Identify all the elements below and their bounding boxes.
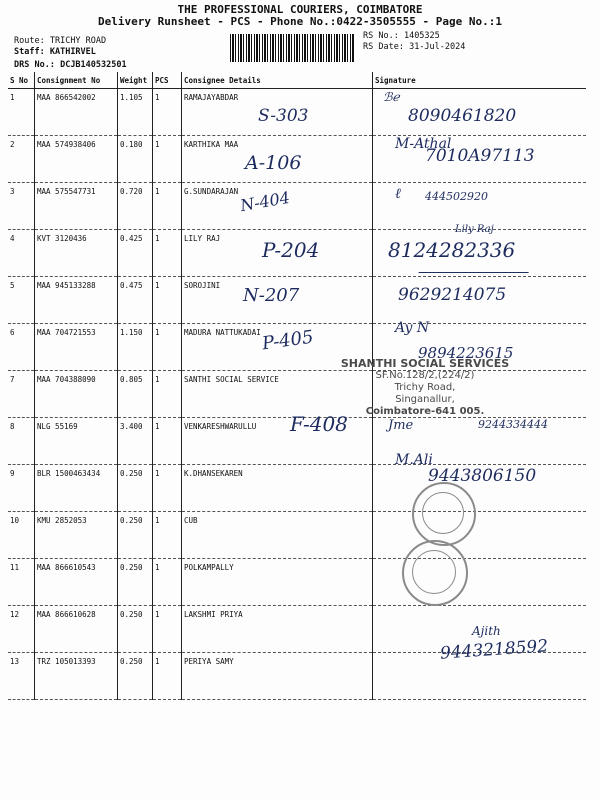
weight-cell: 0.250 [118,606,153,653]
rs-date-value: 31-Jul-2024 [409,42,466,52]
handwritten-phone-9: 9443806150 [428,466,537,486]
stamp-line1: SF.No.128/2,(224/2) [375,370,475,381]
table-row [8,512,586,559]
runsheet-subtitle: Delivery Runsheet - PCS - Phone No.:0422-3505555 - Page No.:1 [98,15,502,28]
handwritten-flat-3: N-404 [238,187,292,216]
consignee-cell: MADURA NATTUKADAI [182,324,373,371]
consignee-cell: LAKSHMI PRIYA [182,606,373,653]
staff-value: KATHIRVEL [49,47,96,57]
round-seal-10-inner [422,492,464,534]
pcs-cell: 1 [153,89,182,136]
consignment-cell: MAA 575547731 [35,183,118,230]
pcs-cell: 1 [153,230,182,277]
pcs-cell: 1 [153,418,182,465]
stamp-name: SHANTHI SOCIAL SERVICES [340,357,510,370]
col-signature: Signature [373,72,587,89]
col-pcs: PCS [153,72,182,89]
consignee-cell: POLKAMPALLY [182,559,373,606]
consignment-cell: KMU 2852053 [35,512,118,559]
stamp-line4: Coimbatore-641 005. [365,406,485,417]
consignee-cell: SOROJINI [182,277,373,324]
handwritten-sign-8: Jme [388,418,414,433]
weight-cell: 0.250 [118,512,153,559]
handwritten-sign-6: Ay N [395,320,430,336]
sno-cell: 2 [8,136,35,183]
pcs-cell: 1 [153,512,182,559]
staff-line: Staff: KATHIRVEL [14,47,96,57]
stamp-line2: Trichy Road, [394,382,456,393]
sno-cell: 4 [8,230,35,277]
handwritten-phone-1: 8090461820 [408,106,517,126]
weight-cell: 0.425 [118,230,153,277]
sno-cell: 6 [8,324,35,371]
consignment-cell: MAA 704721553 [35,324,118,371]
pcs-cell: 1 [153,371,182,418]
handwritten-flat-1: S-303 [258,106,309,126]
shanthi-stamp [340,358,510,418]
consignment-cell: KVT 3120436 [35,230,118,277]
pcs-cell: 1 [153,183,182,230]
consignee-cell: G.SUNDARAJAN [182,183,373,230]
consignment-cell: TRZ 105013393 [35,653,118,700]
company-title: THE PROFESSIONAL COURIERS, COIMBATORE [177,3,423,16]
handwritten-flat-6: P-405 [260,326,315,355]
sno-cell: 7 [8,371,35,418]
pcs-cell: 1 [153,324,182,371]
weight-cell: 1.105 [118,89,153,136]
handwritten-sign-1: ℬℯ [383,90,400,104]
weight-cell: 1.150 [118,324,153,371]
consignee-cell: KARTHIKA MAA [182,136,373,183]
consignment-cell: NLG 55169 [35,418,118,465]
handwritten-phone-2: 7010A97113 [425,146,535,166]
weight-cell: 0.720 [118,183,153,230]
weight-cell: 0.180 [118,136,153,183]
signature-cell [373,512,587,559]
consignment-cell: MAA 704388090 [35,371,118,418]
handwritten-flat-4: P-204 [262,238,320,262]
handwritten-phone-4: 8124282336 [388,238,516,262]
consignment-cell: MAA 866610543 [35,559,118,606]
consignee-cell: SANTHI SOCIAL SERVICE [182,371,373,418]
consignment-cell: MAA 866610628 [35,606,118,653]
handwritten-sign-4: Lily Raj [455,224,494,235]
pcs-cell: 1 [153,606,182,653]
rs-no-line: RS No.: 1405325 [363,31,440,41]
consignment-cell: BLR 1500463434 [35,465,118,512]
handwritten-flat-5: N-207 [243,285,300,306]
weight-cell: 0.250 [118,465,153,512]
route-value: TRICHY ROAD [49,36,107,46]
stamp-line3: Singanallur, [395,394,455,405]
handwritten-sign-13: Ajith [472,624,501,638]
handwritten-sign-5 [418,266,531,273]
sno-cell: 1 [8,89,35,136]
barcode [230,34,355,62]
sno-cell: 8 [8,418,35,465]
consignee-cell: RAMAJAYABDAR [182,89,373,136]
pcs-cell: 1 [153,559,182,606]
pcs-cell: 1 [153,277,182,324]
sno-cell: 10 [8,512,35,559]
weight-cell: 0.805 [118,371,153,418]
col-sno: S No [8,72,35,89]
table-row [8,183,586,230]
handwritten-phone-7: 9894223615 [418,344,514,362]
consignee-cell: PERIYA SAMY [182,653,373,700]
drs-line: DRS No.: DCJB140532501 [14,60,127,70]
sno-cell: 13 [8,653,35,700]
consignee-cell: K.DHANSEKAREN [182,465,373,512]
weight-cell: 3.400 [118,418,153,465]
sno-cell: 11 [8,559,35,606]
handwritten-flat-8: F-408 [290,412,348,436]
sno-cell: 3 [8,183,35,230]
col-consignment: Consignment No [35,72,118,89]
handwritten-sign-3: ℓ [395,186,401,202]
rs-date-line: RS Date: 31-Jul-2024 [363,42,466,52]
consignee-cell: CUB [182,512,373,559]
sno-cell: 9 [8,465,35,512]
handwritten-sign-9: M.Ali [395,452,433,468]
handwritten-phone-3: 444502920 [425,190,488,203]
consignee-cell: LILY RAJ [182,230,373,277]
handwritten-phone-8: 9244334444 [478,418,548,431]
round-seal-11-inner [412,550,456,594]
table-row [8,559,586,606]
rs-no-value: 1405325 [403,31,440,41]
handwritten-phone-13: 9443218592 [439,636,549,664]
table-header-row [8,72,586,89]
pcs-cell: 1 [153,653,182,700]
consignment-cell: MAA 866542002 [35,89,118,136]
col-weight: Weight [118,72,153,89]
route-line: Route: TRICHY ROAD [14,36,107,46]
consignment-cell: MAA 574938406 [35,136,118,183]
sno-cell: 12 [8,606,35,653]
handwritten-sign-2: M-Athal [395,136,452,152]
col-consignee: Consignee Details [182,72,373,89]
handwritten-phone-5: 9629214075 [398,285,507,305]
consignment-cell: MAA 945133288 [35,277,118,324]
weight-cell: 0.250 [118,559,153,606]
handwritten-flat-2: A-106 [245,152,302,174]
pcs-cell: 1 [153,136,182,183]
drs-value: DCJB140532501 [60,60,127,70]
pcs-cell: 1 [153,465,182,512]
sno-cell: 5 [8,277,35,324]
weight-cell: 0.475 [118,277,153,324]
consignee-cell: VENKARESHWARULLU [182,418,373,465]
weight-cell: 0.250 [118,653,153,700]
